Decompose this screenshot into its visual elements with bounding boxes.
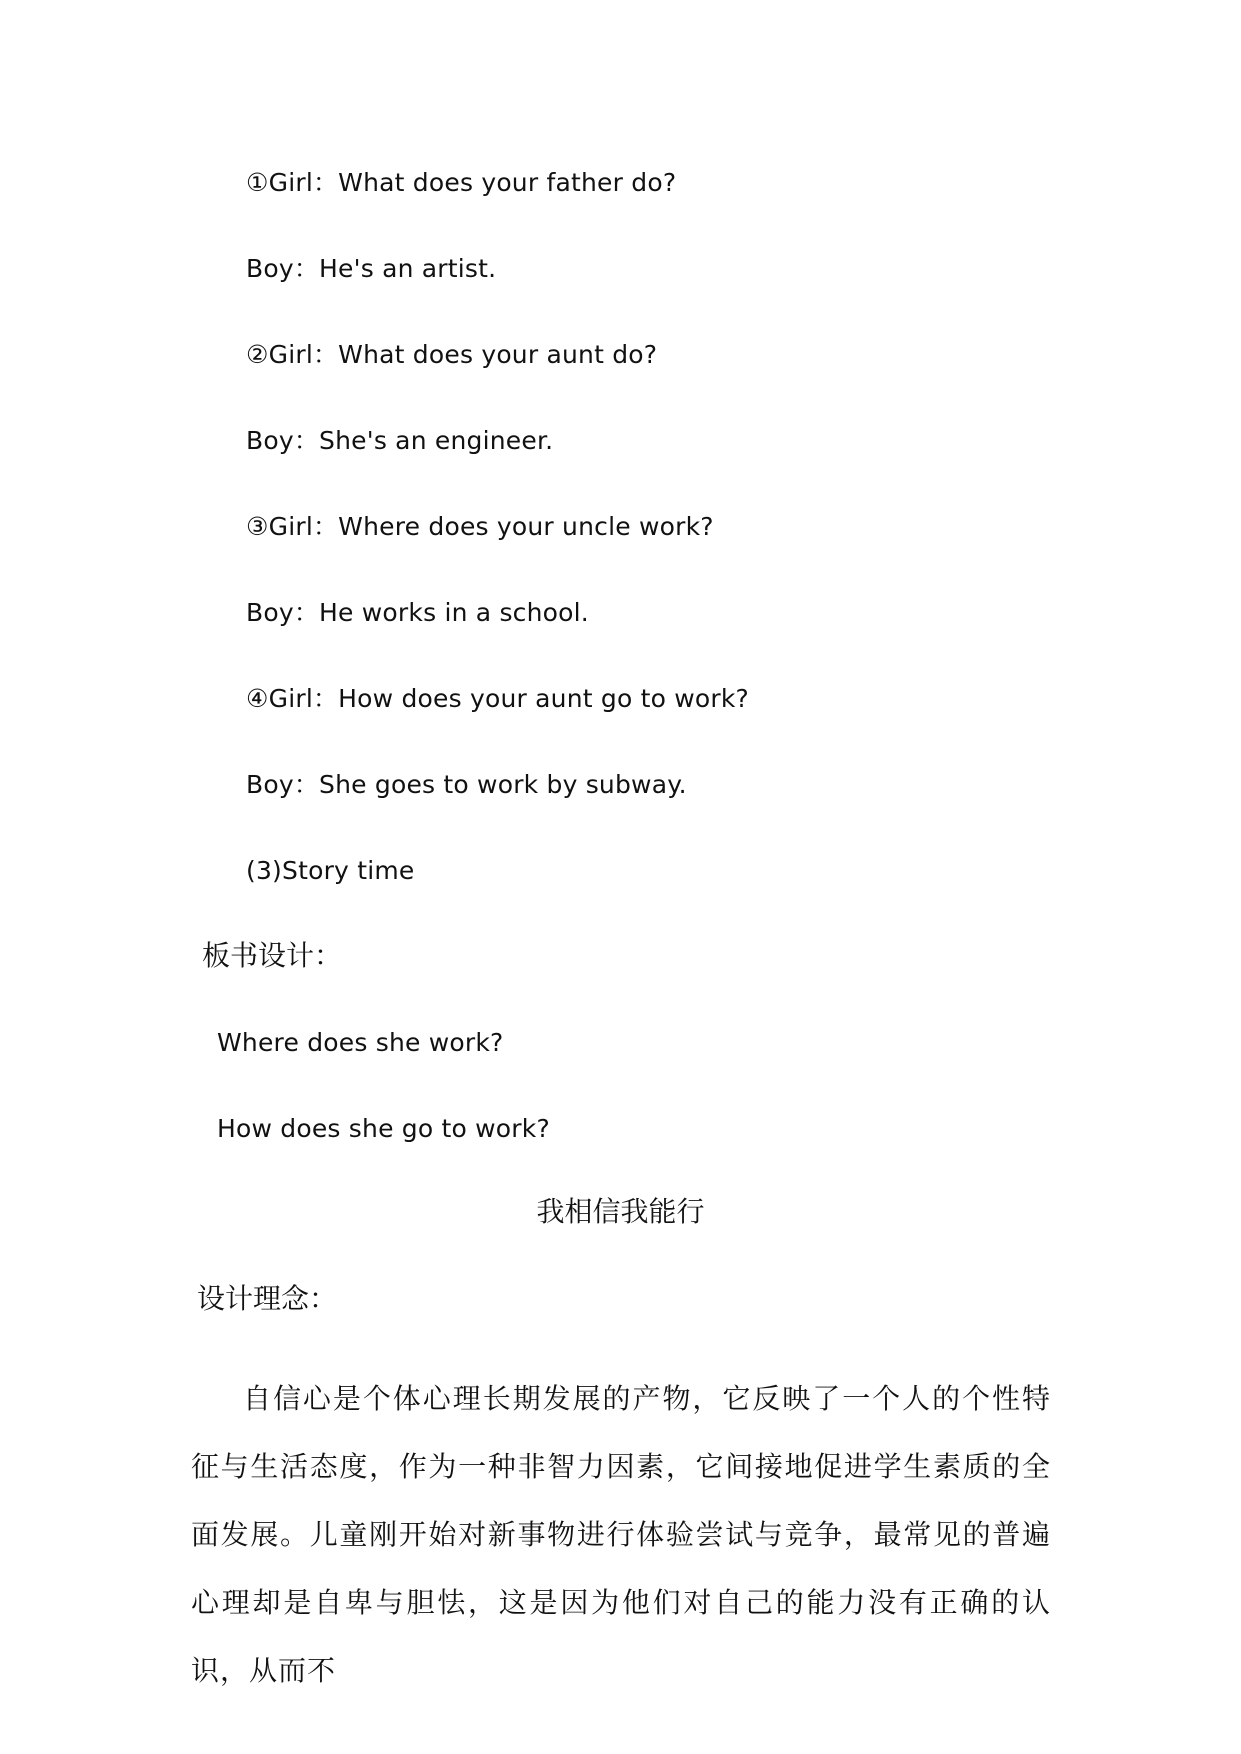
design-concept-heading: 设计理念：	[197, 1282, 338, 1315]
colon: ：	[293, 770, 320, 799]
colon: ：	[293, 254, 320, 283]
dialogue-line-8	[246, 772, 687, 797]
dialogue-speaker: Girl	[268, 512, 313, 541]
dialogue-speaker: Girl	[268, 168, 313, 197]
dialogue-text: What does your father do?	[338, 168, 677, 197]
dialogue-line-2	[246, 256, 496, 281]
dialogue-speaker: Boy	[246, 770, 294, 799]
dialogue-text: She goes to work by subway.	[319, 770, 687, 799]
dialogue-marker: ②	[246, 340, 269, 369]
board-design-line-1: Where does she work?	[217, 1028, 504, 1057]
colon: ：	[293, 598, 320, 627]
colon: ：	[312, 684, 339, 713]
dialogue-line-5	[246, 514, 714, 539]
colon: ：	[312, 168, 339, 197]
dialogue-text: He works in a school.	[319, 598, 589, 627]
dialogue-line-4	[246, 428, 553, 453]
dialogue-text: She's an engineer.	[319, 426, 554, 455]
design-concept-paragraph: 自信心是个体心理长期发展的产物，它反映了一个人的个性特征与生活态度，作为一种非智力因素，它间接地促进学生素质的全面发展。儿童刚开始对新事物进行体验尝试与竞争，最常见的普遍心理却是自卑与胆怯，这是因为他们对自己的能力没有正确的认识，从而不	[191, 1382, 1051, 1687]
dialogue-marker: ④	[246, 684, 269, 713]
dialogue-line-1	[246, 170, 676, 195]
dialogue-speaker: Girl	[268, 684, 313, 713]
dialogue-text: Where does your uncle work?	[338, 512, 714, 541]
dialogue-speaker: Girl	[268, 340, 313, 369]
dialogue-text: How does your aunt go to work?	[338, 684, 750, 713]
dialogue-speaker: Boy	[246, 426, 294, 455]
dialogue-line-7	[246, 686, 749, 711]
dialogue-text: He's an artist.	[319, 254, 497, 283]
story-time-heading: (3)Story time	[246, 856, 415, 885]
dialogue-speaker: Boy	[246, 254, 294, 283]
dialogue-line-3	[246, 342, 657, 367]
dialogue-text: What does your aunt do?	[338, 340, 658, 369]
dialogue-marker: ③	[246, 512, 269, 541]
colon: ：	[312, 340, 339, 369]
dialogue-speaker: Boy	[246, 598, 294, 627]
colon: ：	[312, 512, 339, 541]
lesson-title: 我相信我能行	[536, 1195, 705, 1228]
board-design-heading: 板书设计：	[202, 939, 343, 972]
dialogue-line-6	[246, 600, 589, 625]
dialogue-marker: ①	[246, 168, 269, 197]
colon: ：	[293, 426, 320, 455]
board-design-line-2: How does she go to work?	[217, 1114, 550, 1143]
